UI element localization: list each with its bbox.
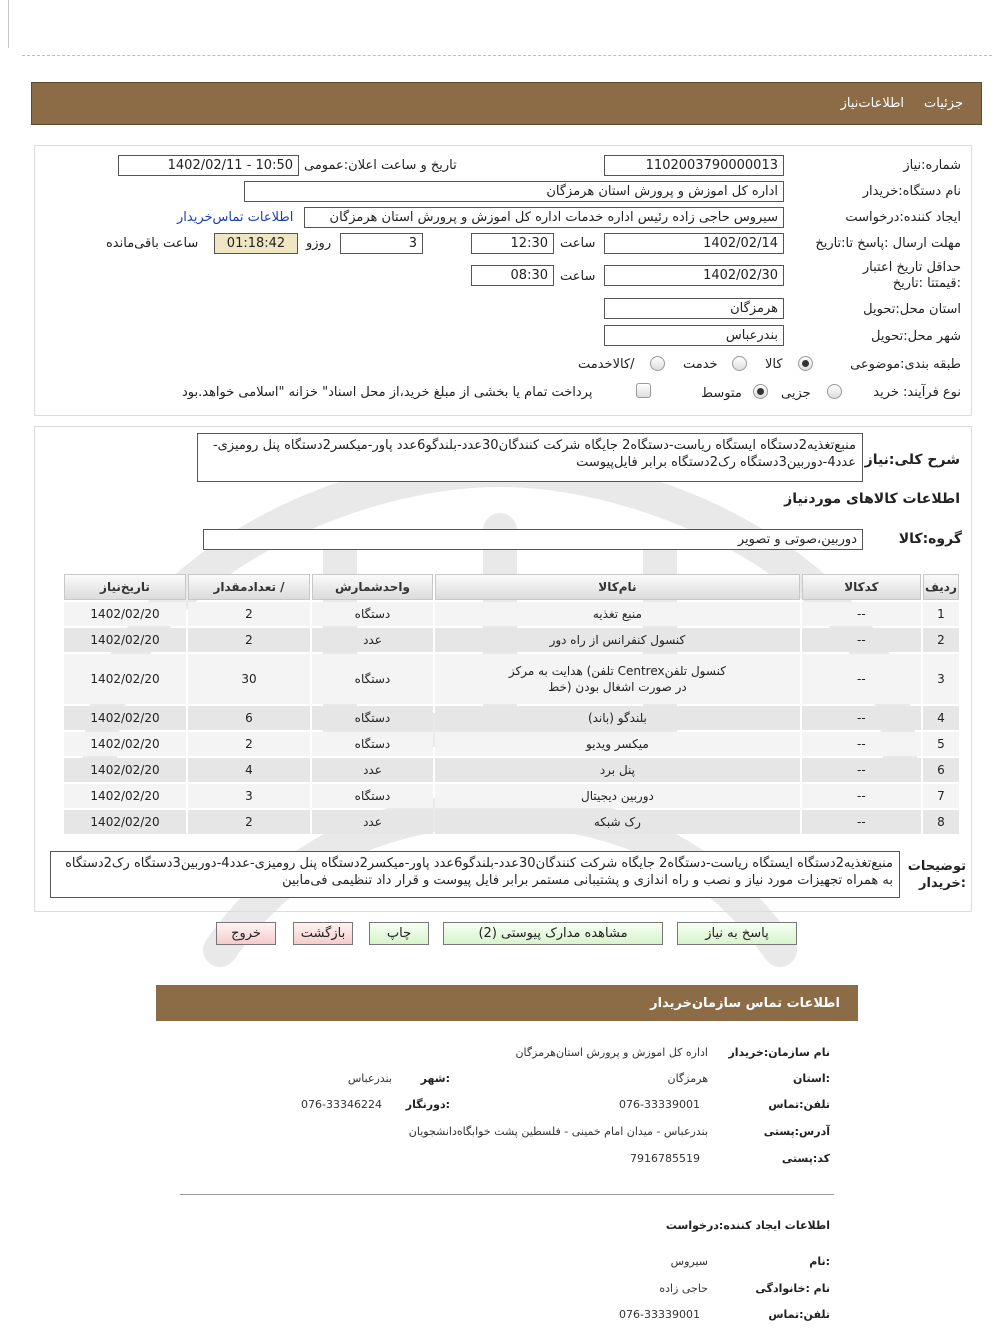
goods-group-field[interactable]: دوربین،صوتی و تصویر (203, 529, 863, 550)
table-row[interactable] (64, 810, 959, 834)
org-name-label: نام سازمان:خریدار (728, 1046, 830, 1059)
category-service-label: خدمت (683, 357, 718, 372)
postal-code-label: کد:پستی (781, 1152, 830, 1165)
validity-label: حداقل تاریخ اعتبار :قیمتتا :تاریخ (862, 260, 961, 291)
buyer-notes-box: منبع‌تغذیه2دستگاه ایستگاه ریاست-دستگاه2 جایگاه شرکت کنندگان30عدد-بلندگو6عدد پاور-میکسر2دستگاه پنل رومیزی-عدد4-دوربین3دستگاه رک2دستگاه به همراه تجهیزات مورد نیاز و نصب و راه اندازی و پشتیبانی مستمر برابر فایل پیوست و قرار داد تنظیمی فی‌مابین (50, 851, 900, 898)
cell-item-code: -- (802, 784, 921, 808)
province-contact-label: :استان (793, 1072, 830, 1085)
cell-need-date: 1402/02/20 (64, 602, 186, 626)
col-item-name: نام‌کالا (435, 574, 800, 600)
cell-item-code: -- (802, 654, 921, 704)
cell-quantity: 4 (188, 758, 310, 782)
cell-need-date: 1402/02/20 (64, 810, 186, 834)
phone-label: تلفن:تماس (768, 1098, 830, 1111)
cell-unit: دستگاه (312, 732, 433, 756)
category-goods-label: کالا (765, 357, 783, 372)
cell-quantity: 2 (188, 628, 310, 652)
cell-row-number: 6 (923, 758, 959, 782)
days-field[interactable]: 3 (340, 233, 423, 254)
goods-table (62, 572, 961, 836)
deadline-hour-label: ساعت (560, 236, 596, 251)
treasury-payment-note: پرداخت تمام یا بخشی از مبلغ خرید،از محل اسناد" خزانه "اسلامی خواهد.بود (182, 385, 593, 400)
cell-need-date: 1402/02/20 (64, 706, 186, 730)
cell-unit: دستگاه (312, 784, 433, 808)
buyer-notes-label: توضیحات :خریدار (907, 859, 966, 891)
buyer-contact-link[interactable]: اطلاعات تماس‌خریدار (177, 210, 294, 225)
cell-unit: دستگاه (312, 706, 433, 730)
cell-item-name: دوربین دیجیتال (435, 784, 800, 808)
announce-value: 1402/02/11 - 10:50 (167, 158, 293, 173)
contact-divider (180, 1194, 834, 1195)
validity-hour-label: ساعت (560, 269, 596, 284)
category-goods-radio[interactable] (798, 356, 813, 371)
contact-section-header (156, 985, 858, 1021)
remaining-timer: 01:18:42 (214, 233, 298, 254)
cell-need-date: 1402/02/20 (64, 758, 186, 782)
table-row[interactable] (64, 602, 959, 626)
process-partial-label: جزیی (781, 386, 811, 401)
fax-value: 076-33346224 (301, 1098, 382, 1111)
creator-phone-label: تلفن:تماس (768, 1308, 830, 1321)
creator-family-value: حاجی زاده (659, 1282, 708, 1295)
cell-item-name: کنسول تلفنCentrex تلفن) هدایت به مرکز در صورت اشغال بودن (خط (435, 654, 800, 704)
table-header-row (64, 574, 959, 600)
remaining-label: ساعت باقی‌مانده (106, 236, 199, 251)
cell-item-name: پنل برد (435, 758, 800, 782)
cell-item-code: -- (802, 732, 921, 756)
cell-row-number: 5 (923, 732, 959, 756)
province-contact-value: هرمزگان (667, 1072, 708, 1085)
announce-field[interactable] (118, 155, 299, 176)
cell-row-number: 8 (923, 810, 959, 834)
table-row[interactable] (64, 628, 959, 652)
tab-need-info[interactable]: اطلاعات‌نیاز (840, 96, 905, 111)
cell-item-name: منبع تغذیه (435, 602, 800, 626)
cell-quantity: 2 (188, 602, 310, 626)
cell-unit: عدد (312, 758, 433, 782)
table-row[interactable] (64, 654, 959, 704)
print-button[interactable]: چاپ (369, 922, 429, 945)
cell-unit: عدد (312, 628, 433, 652)
cell-need-date: 1402/02/20 (64, 784, 186, 808)
cell-row-number: 1 (923, 602, 959, 626)
category-goods-service-radio[interactable] (650, 356, 665, 371)
col-row-number: ردیف (923, 574, 959, 600)
address-value: بندرعباس - میدان امام خمینی - فلسطین پشت خوابگاه‌دانشجویان (408, 1125, 708, 1138)
postal-code-value: 7916785519 (630, 1152, 700, 1165)
city-label: شهر محل:تحویل (871, 329, 961, 344)
address-label: آدرس:پستی (763, 1125, 830, 1138)
back-button[interactable]: بازگشت (293, 922, 353, 945)
col-item-code: کدکالا (802, 574, 921, 600)
cell-row-number: 2 (923, 628, 959, 652)
creator-family-label: نام :خانوادگی (755, 1282, 830, 1295)
process-medium-label: متوسط (701, 386, 742, 401)
cell-item-code: -- (802, 602, 921, 626)
cell-quantity: 30 (188, 654, 310, 704)
cell-item-name: کنسول کنفرانس از راه دور (435, 628, 800, 652)
province-field[interactable]: هرمزگان (604, 298, 784, 319)
cell-quantity: 2 (188, 732, 310, 756)
summary-label: شرح کلی:نیاز (864, 452, 960, 468)
category-service-radio[interactable] (732, 356, 747, 371)
announce-label: تاریخ و ساعت اعلان:عمومی (304, 158, 457, 173)
cell-unit: دستگاه (312, 602, 433, 626)
category-goods-service-label: /کالاخدمت (578, 357, 635, 372)
col-unit: واحدشمارش (312, 574, 433, 600)
creator-phone-value: 076-33339001 (619, 1308, 700, 1321)
cell-need-date: 1402/02/20 (64, 732, 186, 756)
process-medium-radio[interactable] (753, 384, 768, 399)
cell-item-code: -- (802, 758, 921, 782)
validity-date-field[interactable]: 1402/02/30 (604, 265, 784, 286)
col-need-date: تاریخ‌نیاز (64, 574, 186, 600)
cell-need-date: 1402/02/20 (64, 628, 186, 652)
city-field[interactable]: بندرعباس (604, 325, 784, 346)
city-contact-label: :شهر (420, 1072, 450, 1085)
cell-need-date: 1402/02/20 (64, 654, 186, 704)
table-row[interactable] (64, 706, 959, 730)
tab-details[interactable]: جزئیات (924, 96, 963, 111)
exit-button[interactable]: خروج (216, 922, 276, 945)
left-edge-line (8, 0, 9, 48)
phone-value: 076-33339001 (619, 1098, 700, 1111)
cell-item-code: -- (802, 628, 921, 652)
cell-item-name: میکسر ویدیو (435, 732, 800, 756)
cell-item-name: بلندگو (باند) (435, 706, 800, 730)
creator-field[interactable]: سیروس حاجی زاده رئیس اداره خدمات اداره کل اموزش و پرورش استان هرمزگان (304, 207, 784, 228)
category-label: طبقه بندی:موضوعی (850, 357, 961, 372)
contact-section-title: اطلاعات تماس سازمان‌خریدار (650, 995, 840, 1011)
deadline-date-field[interactable]: 1402/02/14 (604, 233, 784, 254)
province-label: استان محل:تحویل (863, 302, 961, 317)
cell-item-code: -- (802, 706, 921, 730)
process-partial-radio[interactable] (827, 384, 842, 399)
deadline-label: مهلت ارسال :پاسخ تا:تاریخ (815, 236, 961, 251)
creator-label: ایجاد کننده:درخواست (845, 210, 961, 225)
validity-time-field[interactable]: 08:30 (471, 265, 554, 286)
cell-row-number: 4 (923, 706, 959, 730)
table-row[interactable] (64, 784, 959, 808)
deadline-time-field[interactable]: 12:30 (471, 233, 554, 254)
org-name-value: اداره کل اموزش و پرورش استان‌هرمزگان (515, 1046, 708, 1059)
treasury-payment-checkbox[interactable] (636, 383, 651, 398)
buyer-label: نام دستگاه:خریدار (862, 184, 961, 199)
fax-label: :دورنگار (405, 1098, 450, 1111)
days-label: روزو (306, 236, 332, 251)
city-contact-value: بندرعباس (347, 1072, 392, 1085)
cell-quantity: 3 (188, 784, 310, 808)
creator-name-value: سیروس (670, 1255, 708, 1268)
goods-info-title: اطلاعات کالاهای موردنیاز (784, 491, 960, 507)
goods-group-label: گروه:کالا (898, 531, 962, 547)
cell-unit: دستگاه (312, 654, 433, 704)
table-row[interactable] (64, 758, 959, 782)
tab-bar (31, 82, 982, 125)
process-label: نوع فرآیند: خرید (873, 385, 961, 400)
cell-quantity: 2 (188, 810, 310, 834)
creator-name-label: :نام (809, 1255, 830, 1268)
cell-item-code: -- (802, 810, 921, 834)
cell-unit: عدد (312, 810, 433, 834)
cell-item-name: رک شبکه (435, 810, 800, 834)
need-number-field[interactable]: 1102003790000013 (604, 155, 784, 176)
need-number-label: شماره:نیاز (903, 158, 961, 173)
col-quantity: / تعدادمقدار (188, 574, 310, 600)
attachments-button[interactable]: مشاهده مدارک پیوستی (2) (443, 922, 663, 945)
cell-row-number: 3 (923, 654, 959, 704)
top-divider (22, 55, 992, 56)
reply-button[interactable]: پاسخ به نیاز (677, 922, 797, 945)
creator-info-title: اطلاعات ایجاد کننده:درخواست (665, 1219, 830, 1232)
table-row[interactable] (64, 732, 959, 756)
cell-quantity: 6 (188, 706, 310, 730)
buyer-field[interactable]: اداره کل اموزش و پرورش استان هرمزگان (244, 181, 784, 202)
summary-box: منبع‌تغذیه2دستگاه ایستگاه ریاست-دستگاه2 جایگاه شرکت کنندگان30عدد-بلندگو6عدد پاور-میکسر2دستگاه پنل رومیزی-عدد4-دوربین3دستگاه رک2دستگاه برابر فایل‌پیوست (197, 433, 863, 482)
cell-row-number: 7 (923, 784, 959, 808)
